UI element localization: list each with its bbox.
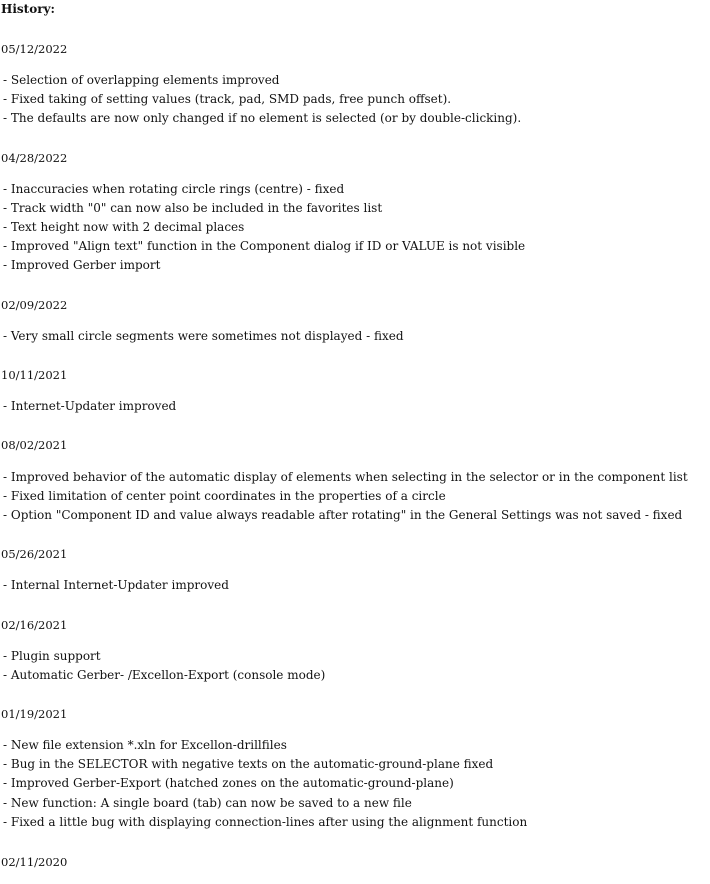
list-item: - The defaults are now only changed if no element is selected (or by double-clicking). (3, 111, 522, 125)
list-item: - Automatic Gerber- /Excellon-Export (console mode) (3, 668, 326, 682)
list-item: - Inaccuracies when rotating circle rings (centre) - fixed (3, 182, 345, 196)
list-item: - Fixed taking of setting values (track, pad, SMD pads, free punch offset). (3, 92, 452, 106)
list-item: - Fixed a little bug with displaying connection-lines after using the alignment function (3, 815, 528, 829)
list-item: - Improved behavior of the automatic display of elements when selecting in the selector or in the component list (3, 470, 688, 484)
list-item: - Plugin support (3, 649, 101, 663)
list-item: - Fixed limitation of center point coordinates in the properties of a circle (3, 489, 446, 503)
list-item: - Internet-Updater improved (3, 399, 177, 413)
list-item: - Text height now with 2 decimal places (3, 220, 245, 234)
entry-date: 02/16/2021 (1, 618, 68, 632)
entry-date: 04/28/2022 (1, 151, 68, 165)
history-heading: History: (1, 2, 55, 16)
entry-date: 05/12/2022 (1, 42, 68, 56)
list-item: - Very small circle segments were sometimes not displayed - fixed (3, 329, 404, 343)
list-item: - Improved "Align text" function in the Component dialog if ID or VALUE is not visible (3, 239, 526, 253)
entry-date: 01/19/2021 (1, 707, 68, 721)
list-item: - Bug in the SELECTOR with negative texts on the automatic-ground-plane fixed (3, 757, 494, 771)
entry-date: 02/11/2020 (1, 855, 68, 869)
entry-date: 08/02/2021 (1, 438, 68, 452)
entry-date: 10/11/2021 (1, 368, 68, 382)
list-item: - New function: A single board (tab) can now be saved to a new file (3, 796, 412, 810)
list-item: - Track width "0" can now also be included in the favorites list (3, 201, 383, 215)
list-item: - New file extension *.xln for Excellon-drillfiles (3, 738, 287, 752)
list-item: - Improved Gerber import (3, 258, 161, 272)
entry-date: 02/09/2022 (1, 298, 68, 312)
list-item: - Option "Component ID and value always readable after rotating" in the General Settings was not saved - fixed (3, 508, 683, 522)
list-item: - Internal Internet-Updater improved (3, 578, 229, 592)
list-item: - Improved Gerber-Export (hatched zones on the automatic-ground-plane) (3, 776, 454, 790)
list-item: - Selection of overlapping elements improved (3, 73, 280, 87)
entry-date: 05/26/2021 (1, 547, 68, 561)
